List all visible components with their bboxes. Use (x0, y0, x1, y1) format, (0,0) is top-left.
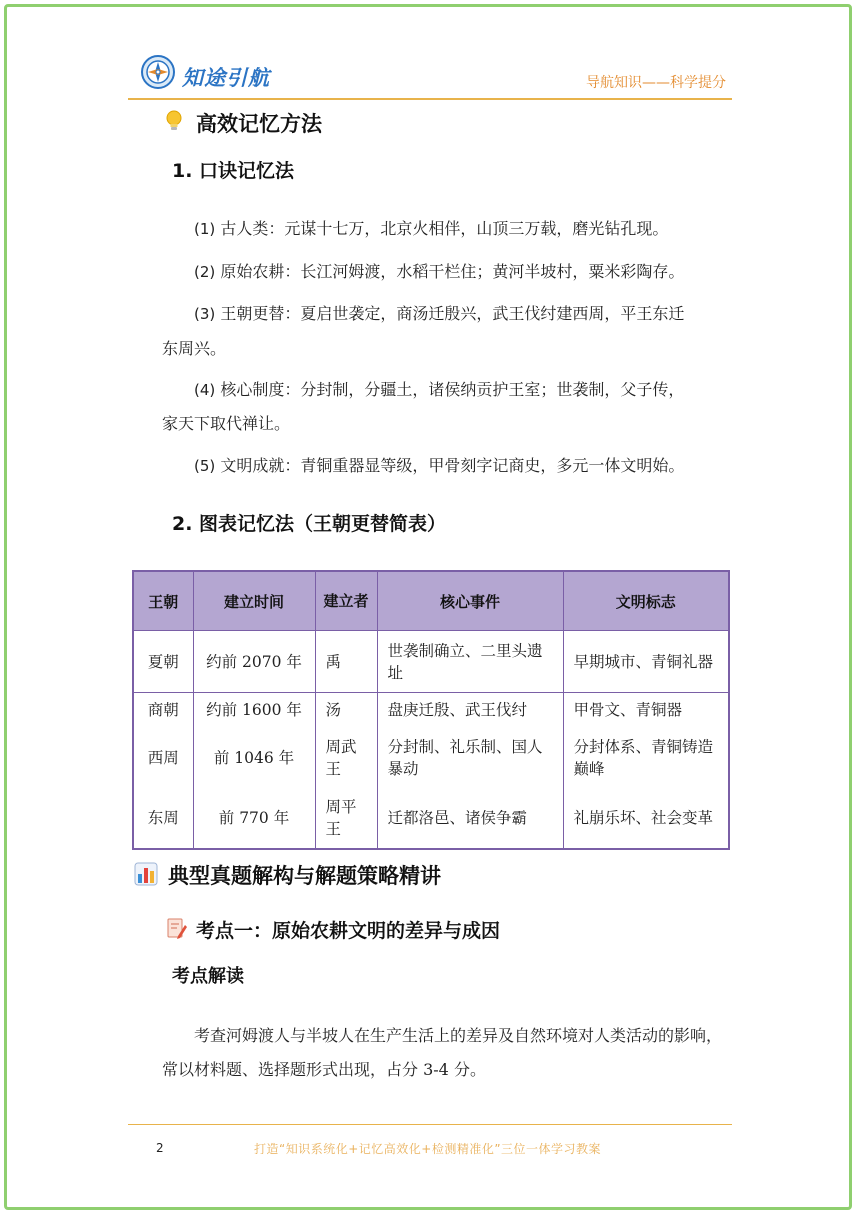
table-row (133, 789, 729, 849)
section-title-memory-methods: 高效记忆方法 (196, 112, 322, 136)
table-cell: 分封体系、青铜铸造巅峰 (563, 727, 729, 789)
analysis-title: 考点解读 (172, 966, 244, 987)
lightbulb-icon (164, 109, 184, 133)
footer-slogan: 打造“知识系统化+记忆高效化+检测精准化”三位一体学习教案 (254, 1142, 602, 1156)
exam-point-title: 考点一：原始农耕文明的差异与成因 (196, 920, 501, 942)
table-cell: 早期城市、青铜礼器 (563, 631, 729, 693)
pencil-note-icon (166, 916, 188, 940)
footer-divider (128, 1124, 732, 1125)
mnemonic-item-4-continued: 家天下取代禅让。 (162, 414, 291, 433)
table-cell: 禹 (315, 631, 377, 693)
table-cell: 夏朝 (133, 631, 193, 693)
column-header: 建立时间 (193, 571, 315, 631)
table-cell: 迁都洛邑、诸侯争霸 (377, 789, 563, 849)
mnemonic-item-3: (3) 王朝更替：夏启世袭定，商汤迁殷兴，武王伐纣建西周，平王东迁 (194, 304, 685, 323)
column-header: 建立者 (315, 571, 377, 631)
bar-chart-icon (134, 862, 158, 886)
column-header: 核心事件 (377, 571, 563, 631)
table-cell: 周武王 (315, 727, 377, 789)
dynasty-table (132, 570, 730, 850)
mnemonic-item-1: (1) 古人类：元谋十七万，北京火相伴，山顶三万载，磨光钻孔现。 (194, 219, 669, 238)
table-cell: 商朝 (133, 693, 193, 727)
column-header: 文明标志 (563, 571, 729, 631)
table-cell: 汤 (315, 693, 377, 727)
table-cell: 西周 (133, 727, 193, 789)
column-header: 王朝 (133, 571, 193, 631)
analysis-text-line-2: 常以材料题、选择题形式出现，占分 3-4 分。 (162, 1060, 486, 1079)
page-number: 2 (156, 1141, 164, 1155)
table-cell: 世袭制确立、二里头遗址 (377, 631, 563, 693)
table-header-row (133, 571, 729, 631)
subsection-title-mnemonic: 1. 口诀记忆法 (172, 160, 295, 182)
table-row (133, 727, 729, 789)
table-cell: 约前 1600 年 (193, 693, 315, 727)
analysis-text-line-1: 考查河姆渡人与半坡人在生产生活上的差异及自然环境对人类活动的影响， (194, 1026, 723, 1045)
table-cell: 分封制、礼乐制、国人暴动 (377, 727, 563, 789)
table-cell: 甲骨文、青铜器 (563, 693, 729, 727)
compass-logo-icon (140, 54, 176, 90)
table-cell: 周平王 (315, 789, 377, 849)
table-cell: 前 1046 年 (193, 727, 315, 789)
brand-name: 知途引航 (182, 66, 270, 90)
table-row (133, 631, 729, 693)
mnemonic-item-5: (5) 文明成就：青铜重器显等级，甲骨刻字记商史，多元一体文明始。 (194, 456, 685, 475)
table-cell: 礼崩乐坏、社会变革 (563, 789, 729, 849)
table-cell: 约前 2070 年 (193, 631, 315, 693)
table-cell: 东周 (133, 789, 193, 849)
section-title-exam-analysis: 典型真题解构与解题策略精讲 (168, 864, 441, 888)
table-row (133, 693, 729, 727)
mnemonic-item-3-continued: 东周兴。 (162, 339, 227, 358)
page-header (128, 52, 732, 100)
header-slogan: 导航知识——科学提分 (586, 75, 726, 91)
table-cell: 前 770 年 (193, 789, 315, 849)
subsection-title-chart-method: 2. 图表记忆法（王朝更替简表） (172, 513, 447, 535)
table-cell: 盘庚迁殷、武王伐纣 (377, 693, 563, 727)
mnemonic-item-2: (2) 原始农耕：长江河姆渡，水稻干栏住；黄河半坡村，粟米彩陶存。 (194, 262, 685, 281)
mnemonic-item-4: (4) 核心制度：分封制，分疆土，诸侯纳贡护王室；世袭制，父子传， (194, 380, 685, 399)
